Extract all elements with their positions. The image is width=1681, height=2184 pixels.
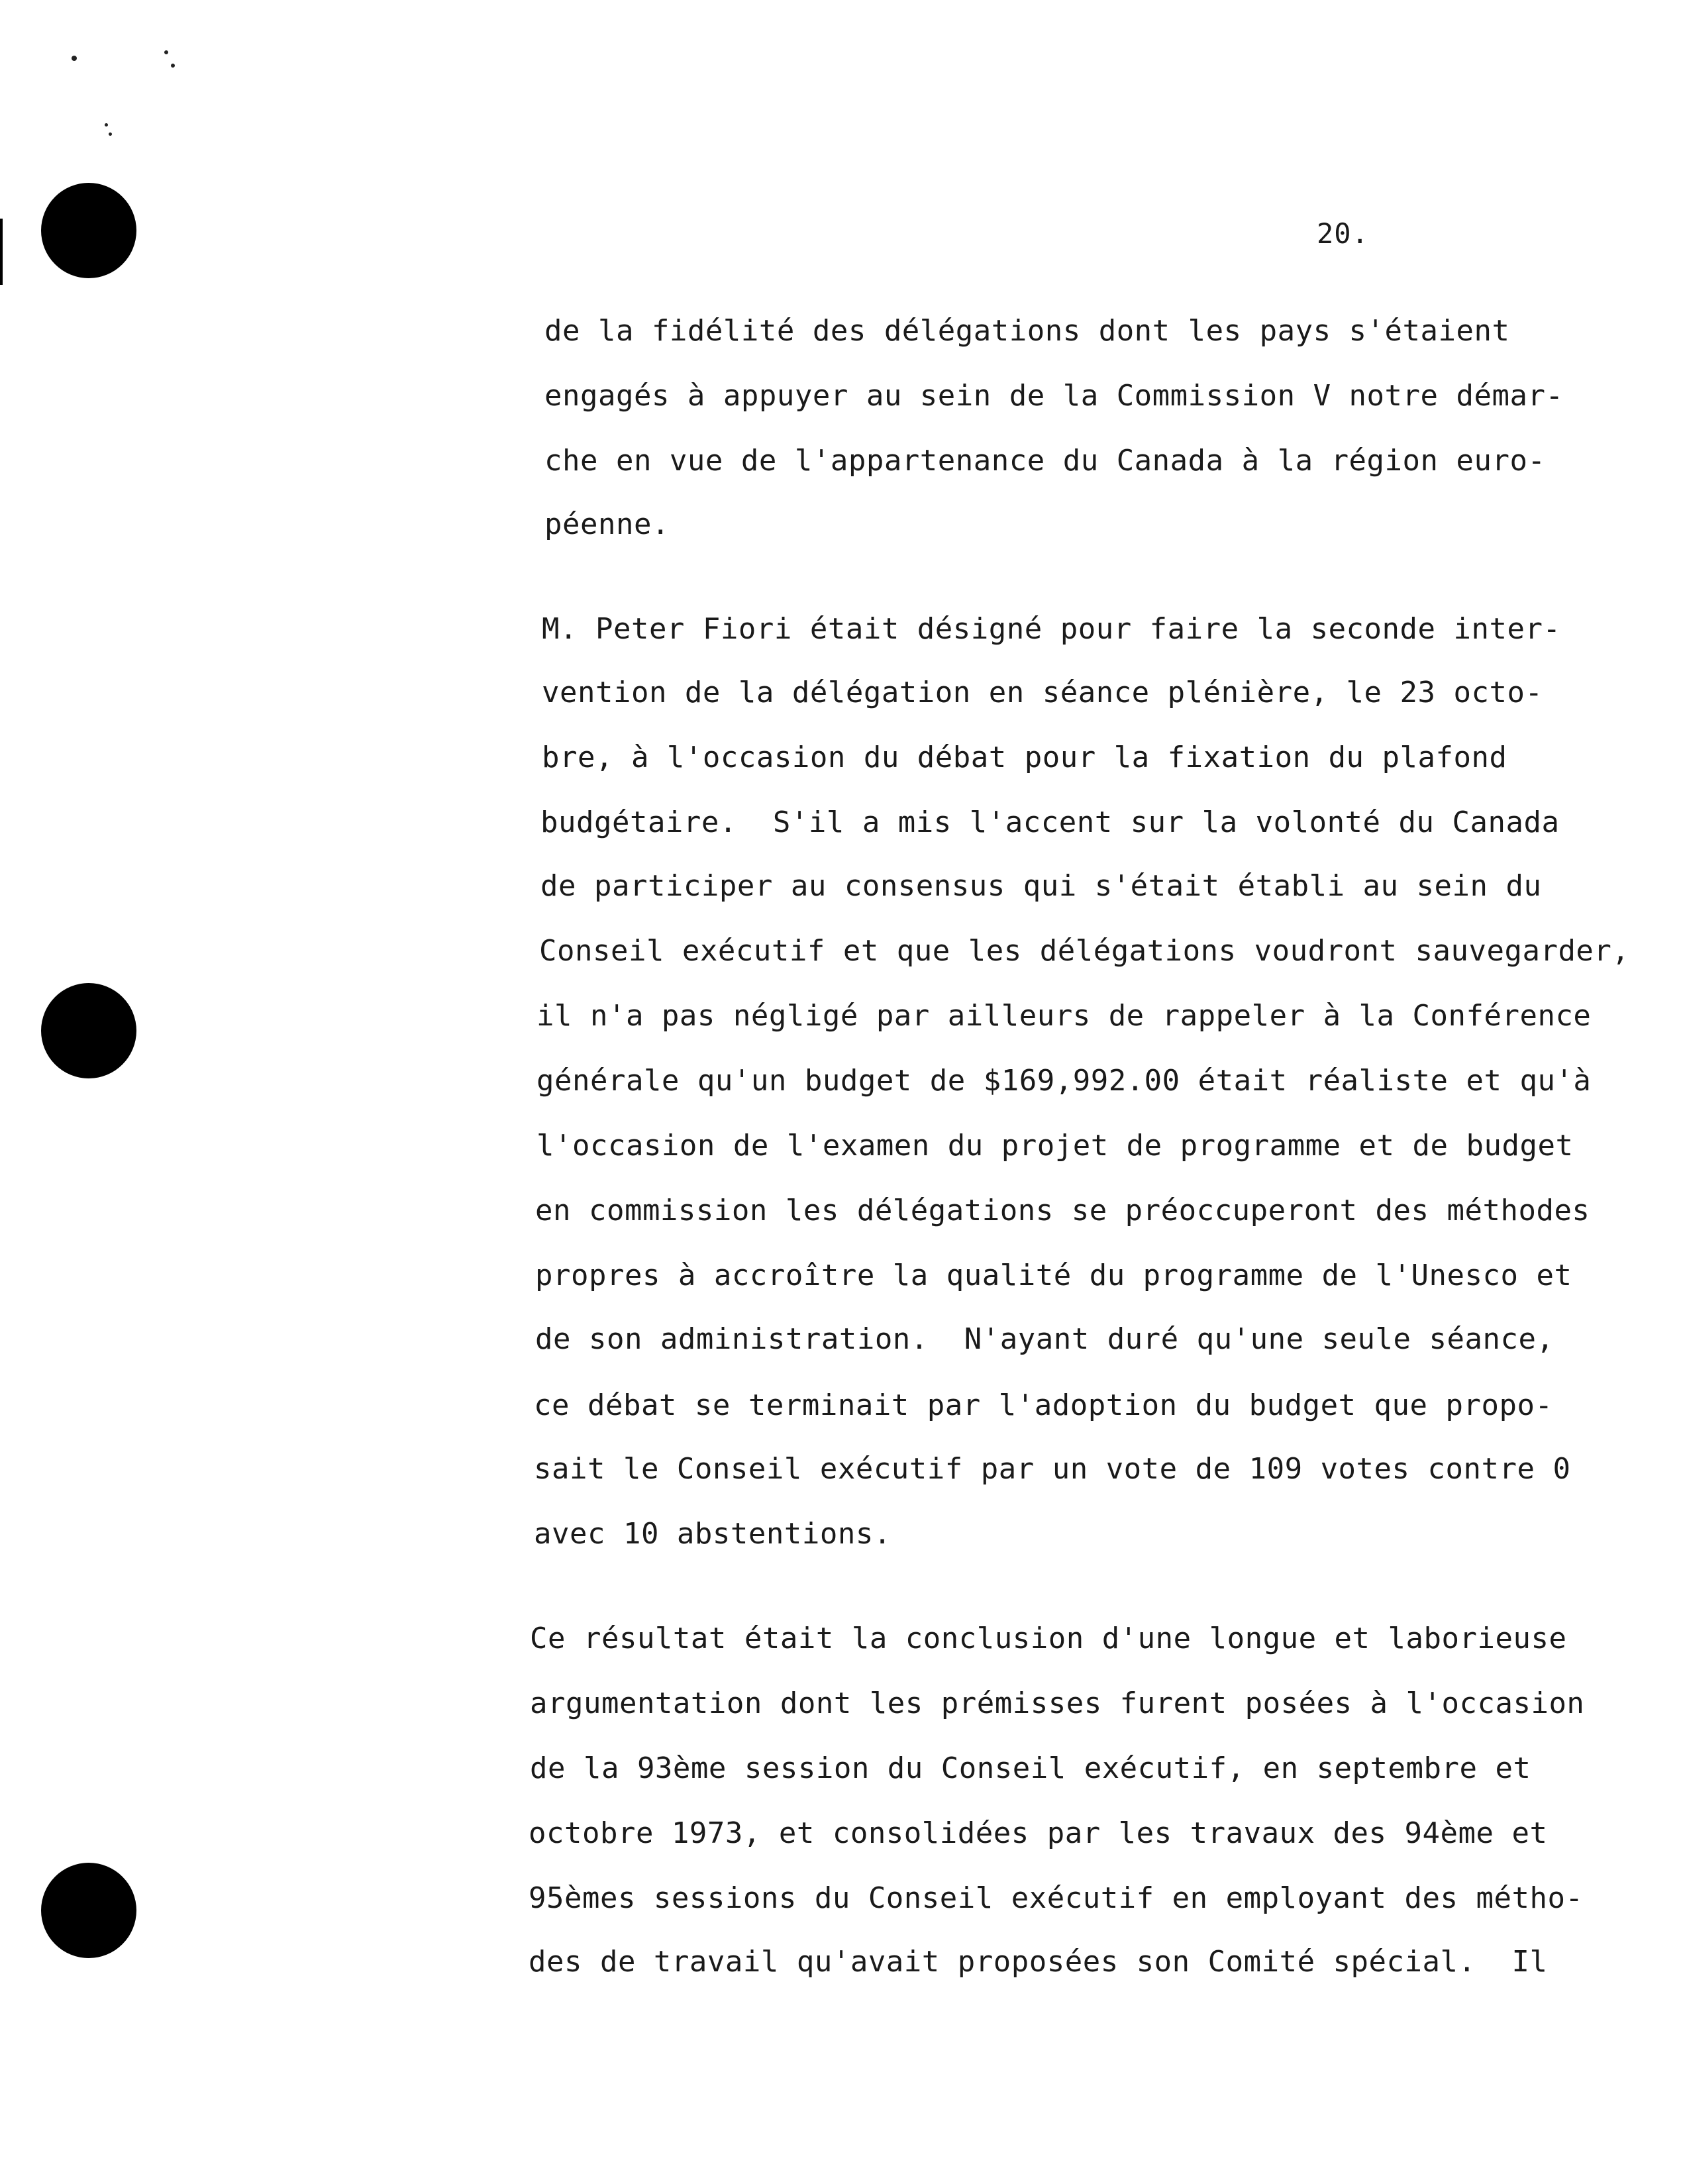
scan-speck: [105, 123, 108, 127]
scan-speck: [72, 56, 77, 61]
text-line: de la 93ème session du Conseil exécutif, en septembre et: [530, 1751, 1531, 1785]
text-line: avec 10 abstentions.: [534, 1517, 891, 1551]
text-line: en commission les délégations se préoccuperont des méthodes: [535, 1194, 1590, 1227]
text-line: argumentation dont les prémisses furent posées à l'occasion: [530, 1687, 1585, 1720]
text-line: Conseil exécutif et que les délégations voudront sauvegarder,: [539, 934, 1630, 968]
text-line: che en vue de l'appartenance du Canada à la région euro-: [544, 444, 1546, 478]
text-line: générale qu'un budget de $169,992.00 était réaliste et qu'à: [536, 1064, 1592, 1098]
text-line: ce débat se terminait par l'adoption du budget que propo-: [534, 1388, 1553, 1422]
page-number: 20.: [1317, 217, 1369, 250]
text-line: de la fidélité des délégations dont les pays s'étaient: [544, 314, 1510, 348]
left-edge-mark: [0, 219, 3, 285]
text-line: vention de la délégation en séance plénière, le 23 octo-: [542, 676, 1543, 709]
text-line: propres à accroître la qualité du programme de l'Unesco et: [535, 1259, 1572, 1292]
text-line: bre, à l'occasion du débat pour la fixation du plafond: [542, 741, 1507, 774]
text-line: des de travail qu'avait proposées son Comité spécial. Il: [529, 1945, 1548, 1979]
text-line: 95èmes sessions du Conseil exécutif en employant des métho-: [529, 1881, 1584, 1915]
text-line: péenne.: [544, 507, 670, 541]
text-line: de son administration. N'ayant duré qu'une seule séance,: [535, 1322, 1554, 1356]
scan-speck: [171, 64, 175, 68]
text-line: de participer au consensus qui s'était établi au sein du: [540, 869, 1542, 903]
punch-hole-top: [41, 183, 136, 278]
punch-hole-middle: [41, 983, 136, 1078]
text-line: engagés à appuyer au sein de la Commission V notre démar-: [544, 379, 1564, 413]
text-line: M. Peter Fiori était désigné pour faire la seconde inter-: [542, 612, 1561, 646]
text-line: budgétaire. S'il a mis l'accent sur la volonté du Canada: [540, 806, 1560, 839]
text-line: sait le Conseil exécutif par un vote de 109 votes contre 0: [534, 1452, 1571, 1486]
punch-hole-bottom: [41, 1863, 136, 1958]
text-line: l'occasion de l'examen du projet de programme et de budget: [536, 1129, 1574, 1163]
scan-speck: [109, 132, 112, 136]
scan-speck: [164, 50, 168, 54]
text-line: Ce résultat était la conclusion d'une longue et laborieuse: [530, 1622, 1567, 1655]
text-line: octobre 1973, et consolidées par les travaux des 94ème et: [529, 1816, 1548, 1850]
text-line: il n'a pas négligé par ailleurs de rappeler à la Conférence: [536, 999, 1592, 1033]
